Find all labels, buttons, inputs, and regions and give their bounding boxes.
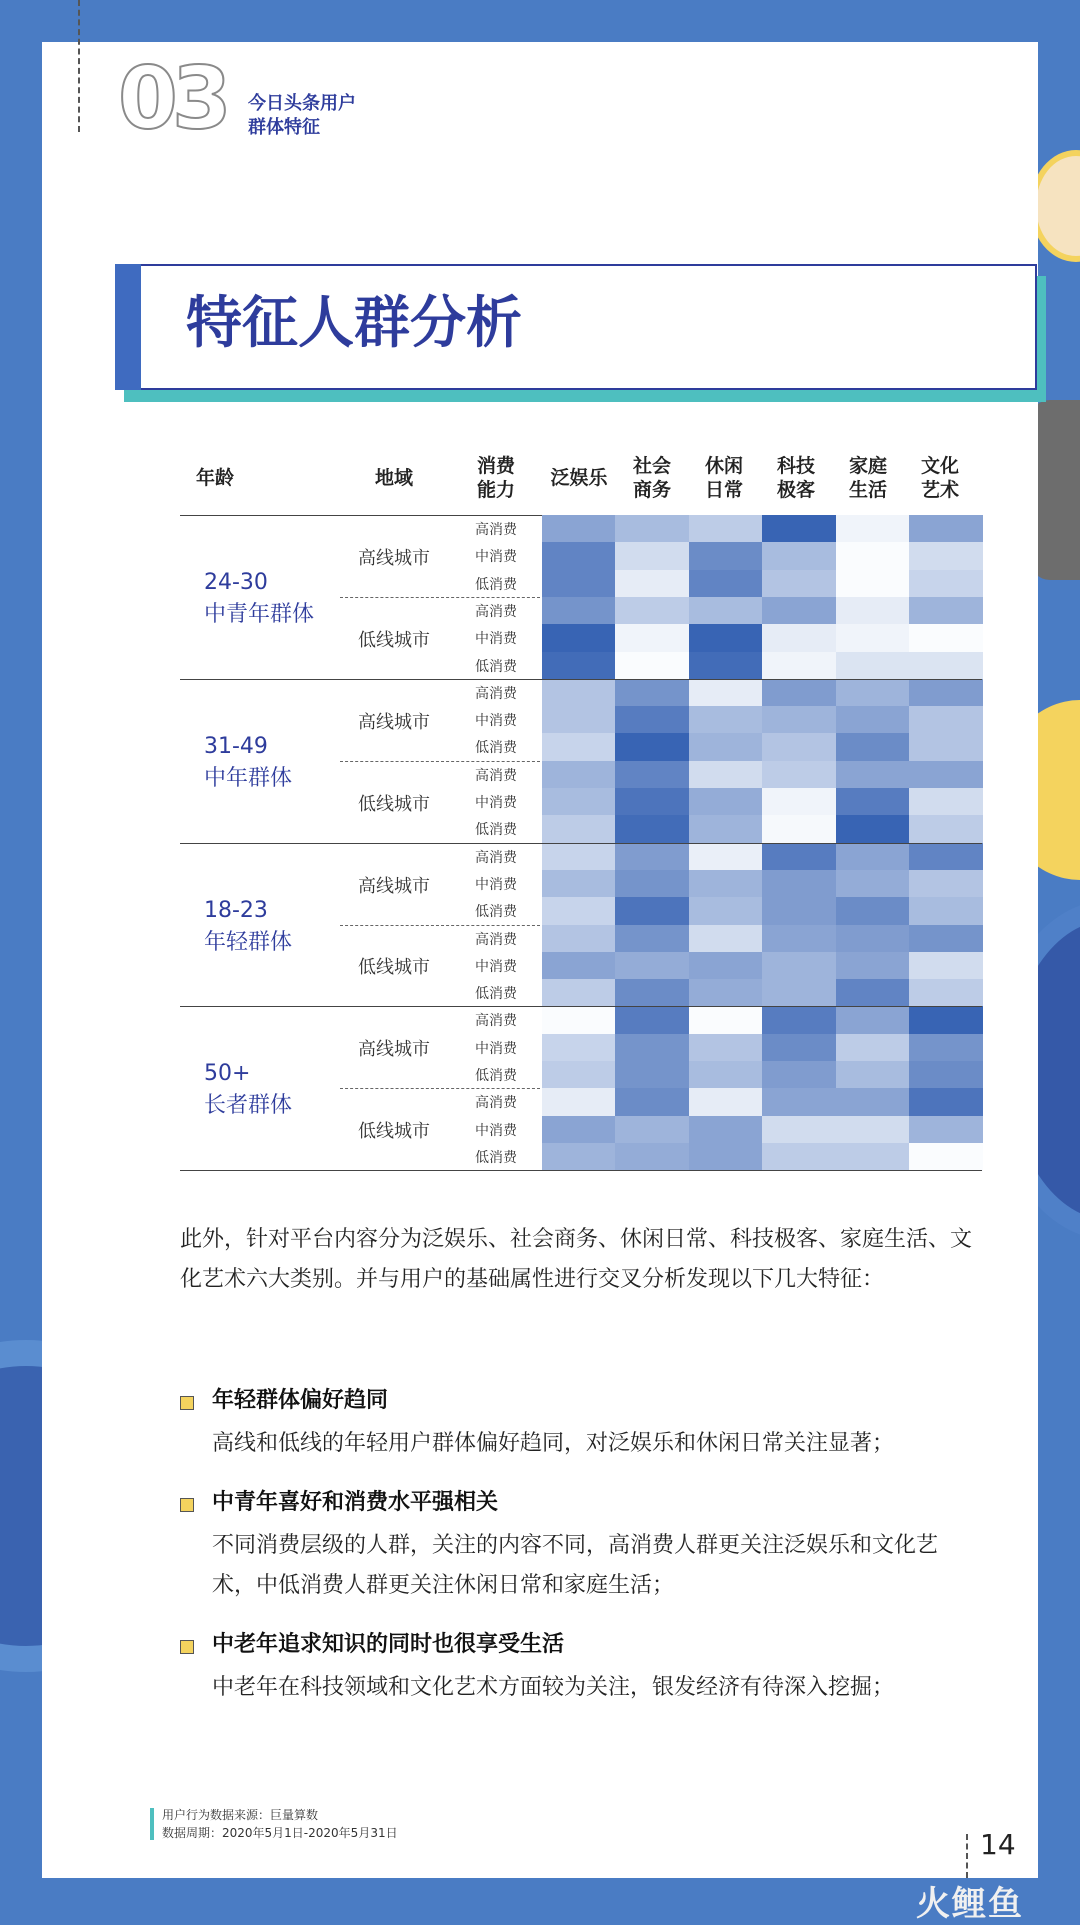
heatmap-cell (909, 952, 983, 980)
heatmap-cell (689, 1088, 763, 1116)
heatmap-cell (762, 652, 836, 680)
bullet-marker-3 (180, 1640, 194, 1654)
header-cat-1-line2: 商务 (632, 479, 671, 501)
heatmap-cell (542, 570, 616, 598)
heatmap-cell (542, 733, 616, 761)
heatmap-cell (689, 733, 763, 761)
age-group-name: 年轻群体 (204, 929, 293, 955)
consumption-level-label: 中消费 (475, 876, 517, 893)
heatmap-cell (615, 870, 689, 898)
heatmap-cell (836, 706, 910, 734)
consumption-level-label: 中消费 (475, 795, 517, 811)
consumption-level-label: 中消费 (475, 958, 517, 975)
header-cat-3-line2: 极客 (776, 479, 815, 501)
consumption-level-label: 低消费 (475, 986, 517, 1003)
heatmap-cell (542, 952, 616, 980)
bullet-text-2: 不同消费层级的人群，关注的内容不同，高消费人群更关注泛娱乐和文化艺术，中低消费人群更关注休闲日常和家庭生活； (212, 1533, 939, 1598)
bullet-text-1: 高线和低线的年轻用户群体偏好趋同，对泛娱乐和休闲日常关注显著； (212, 1431, 895, 1456)
heatmap-cell (689, 515, 763, 543)
heatmap-cell (836, 515, 910, 543)
heatmap-cell (615, 815, 689, 843)
heatmap-cell (542, 706, 616, 734)
heatmap-cell (762, 1088, 836, 1116)
bullet-text-3: 中老年在科技领域和文化艺术方面较为关注，银发经济有待深入挖掘； (212, 1675, 895, 1700)
consumption-level-label: 高消费 (475, 849, 517, 866)
heatmap-cell (909, 1061, 983, 1089)
bullet-title-2: 中青年喜好和消费水平强相关 (212, 1490, 499, 1515)
table-bottom-rule (180, 1170, 982, 1171)
consumption-level-label: 低消费 (475, 576, 517, 593)
header-cat-3-line1: 科技 (776, 455, 815, 477)
heatmap-cell (689, 761, 763, 789)
heatmap-cell (762, 1006, 836, 1034)
group-divider (180, 679, 982, 680)
heatmap-cell (542, 979, 616, 1007)
heatmap-cell (689, 815, 763, 843)
bullet-title-1: 年轻群体偏好趋同 (212, 1388, 389, 1413)
watermark: 火鲤鱼 (916, 1884, 1024, 1924)
section-title-line1: 今日头条用户 (248, 93, 356, 114)
heatmap-cell (762, 1116, 836, 1144)
heatmap-cell (909, 1143, 983, 1171)
heatmap-cell (689, 652, 763, 680)
header-cat-5-line1: 文化 (920, 455, 959, 477)
region-divider (340, 761, 540, 762)
header-region: 地域 (374, 467, 413, 489)
heatmap-cell (909, 925, 983, 953)
age-range: 50+ (204, 1061, 251, 1087)
heatmap-cell (836, 733, 910, 761)
heatmap-cell (836, 1088, 910, 1116)
source-accent-bar (150, 1808, 154, 1840)
heatmap-cell (909, 542, 983, 570)
heatmap-cell (762, 843, 836, 871)
header-cat-5 (904, 454, 976, 502)
header-cat-3 (760, 454, 832, 502)
heatmap-cell (615, 624, 689, 652)
header-cat-4 (832, 454, 904, 502)
header-consumption (470, 454, 522, 502)
heatmap-cell (909, 1116, 983, 1144)
heatmap-cell (542, 1088, 616, 1116)
heatmap-cell (542, 1061, 616, 1089)
heatmap-cell (689, 925, 763, 953)
heatmap-cell (689, 1034, 763, 1062)
page-title: 特征人群分析 (186, 291, 522, 356)
heatmap-cell (615, 952, 689, 980)
heatmap-cell (762, 1143, 836, 1171)
consumption-level-label: 低消费 (475, 1149, 517, 1166)
heatmap-cell (615, 761, 689, 789)
header-cat-4-line1: 家庭 (848, 455, 887, 477)
heatmap-cell (542, 652, 616, 680)
heatmap-cell (836, 788, 910, 816)
heatmap-cell (615, 843, 689, 871)
heatmap-cell (762, 624, 836, 652)
age-range: 24-30 (204, 569, 268, 595)
heatmap-cell (762, 706, 836, 734)
heatmap-cell (615, 1034, 689, 1062)
heatmap-cell (762, 761, 836, 789)
heatmap-cell (836, 925, 910, 953)
heatmap-cell (615, 897, 689, 925)
heatmap-cell (836, 624, 910, 652)
age-range: 31-49 (204, 733, 268, 759)
header-cat-4-line2: 生活 (848, 479, 887, 501)
consumption-level-label: 高消费 (475, 1013, 517, 1030)
heatmap-cell (909, 624, 983, 652)
consumption-level-label: 高消费 (475, 1095, 517, 1112)
heatmap-cell (615, 733, 689, 761)
intro-paragraph: 此外，针对平台内容分为泛娱乐、社会商务、休闲日常、科技极客、家庭生活、文化艺术六大类别。并与用户的基础属性进行交叉分析发现以下几大特征： (180, 1227, 973, 1292)
title-accent-bar (115, 264, 141, 390)
region-label: 低线城市 (358, 957, 430, 979)
heatmap-cell (836, 1006, 910, 1034)
heatmap-cell (615, 1143, 689, 1171)
heatmap-cell (542, 1143, 616, 1171)
heatmap-cell (542, 1116, 616, 1144)
heatmap-cell (542, 870, 616, 898)
heatmap-cell (909, 761, 983, 789)
consumption-level-label: 低消费 (475, 904, 517, 921)
heatmap-cell (762, 515, 836, 543)
heatmap-cell (836, 979, 910, 1007)
age-range: 18-23 (204, 897, 268, 923)
region-divider (340, 925, 540, 926)
consumption-level-label: 中消费 (475, 1122, 517, 1139)
heatmap-cell (836, 815, 910, 843)
consumption-level-label: 高消费 (475, 931, 517, 948)
consumption-level-label: 高消费 (475, 685, 517, 702)
heatmap-cell (689, 952, 763, 980)
heatmap-cell (909, 652, 983, 680)
header-cat-5-line2: 艺术 (920, 479, 959, 501)
heatmap-cell (762, 979, 836, 1007)
heatmap-cell (689, 570, 763, 598)
consumption-level-label: 低消费 (475, 822, 517, 839)
region-label: 低线城市 (358, 1121, 430, 1143)
heatmap-cell (615, 1006, 689, 1034)
heatmap-cell (542, 515, 616, 543)
consumption-level-label: 低消费 (475, 1068, 517, 1084)
heatmap-cell (615, 597, 689, 625)
heatmap-cell (615, 1061, 689, 1089)
period-text: 数据周期：2020年5月1日-2020年5月31日 (162, 1826, 398, 1840)
heatmap-cell (615, 679, 689, 707)
header-cat-1-line1: 社会 (632, 455, 671, 477)
heatmap-cell (762, 788, 836, 816)
age-group-name: 长者群体 (204, 1093, 293, 1119)
heatmap-cell (836, 1034, 910, 1062)
heatmap-cell (689, 1061, 763, 1089)
heatmap-cell (689, 624, 763, 652)
region-divider (340, 597, 540, 598)
header-cat-2 (688, 454, 760, 502)
consumption-level-label: 低消费 (475, 740, 517, 757)
age-group-label (204, 1058, 292, 1122)
region-label: 高线城市 (358, 875, 430, 897)
region-label: 低线城市 (358, 629, 430, 651)
header-cat-2-line1: 休闲 (704, 455, 743, 477)
header-age: 年龄 (196, 467, 235, 489)
heatmap-cell (836, 952, 910, 980)
heatmap-cell (836, 870, 910, 898)
heatmap-cell (762, 815, 836, 843)
heatmap-cell (762, 733, 836, 761)
heatmap-cell (689, 1116, 763, 1144)
heatmap-cell (762, 952, 836, 980)
group-divider (180, 843, 982, 844)
age-group-name: 中青年群体 (204, 601, 315, 627)
heatmap-cell (542, 815, 616, 843)
heatmap-cell (542, 1034, 616, 1062)
heatmap-cell (762, 570, 836, 598)
bullet-marker-2 (180, 1498, 194, 1512)
heatmap-cell (762, 1034, 836, 1062)
heatmap-cell (909, 679, 983, 707)
heatmap-cell (909, 843, 983, 871)
heatmap-cell (836, 897, 910, 925)
heatmap-cell (909, 788, 983, 816)
heatmap-cell (836, 652, 910, 680)
region-label: 低线城市 (358, 793, 430, 815)
heatmap-cell (762, 1061, 836, 1089)
heatmap-cell (909, 733, 983, 761)
heatmap-cell (836, 679, 910, 707)
consumption-level-label: 高消费 (475, 767, 517, 784)
heatmap-cell (542, 679, 616, 707)
heatmap-cell (542, 624, 616, 652)
region-label: 高线城市 (358, 547, 430, 569)
heatmap-cell (689, 897, 763, 925)
heatmap-cell (615, 1116, 689, 1144)
age-group-name: 中年群体 (204, 765, 293, 791)
bullet-marker-1 (180, 1396, 194, 1410)
heatmap-cell (762, 542, 836, 570)
heatmap-cell (542, 897, 616, 925)
heatmap-cell (542, 843, 616, 871)
heatmap-cell (762, 870, 836, 898)
header-cat-1 (616, 454, 688, 502)
consumption-level-label: 中消费 (475, 713, 517, 730)
heatmap-cell (836, 570, 910, 598)
heatmap-cell (836, 843, 910, 871)
heatmap-cell (689, 979, 763, 1007)
bullet-title-3: 中老年追求知识的同时也很享受生活 (212, 1632, 565, 1657)
heatmap-cell (689, 542, 763, 570)
consumption-level-label: 中消费 (475, 549, 517, 566)
age-group-label (204, 567, 314, 631)
heatmap-cell (909, 1034, 983, 1062)
heatmap-cell (836, 1116, 910, 1144)
heatmap-cell (909, 515, 983, 543)
heatmap-cell (909, 897, 983, 925)
consumption-level-label: 中消费 (475, 631, 517, 648)
heatmap-cell (615, 570, 689, 598)
heatmap-cell (762, 679, 836, 707)
heatmap-cell (542, 761, 616, 789)
section-title-line2: 群体特征 (248, 117, 320, 138)
heatmap-cell (836, 761, 910, 789)
header-cat-0: 泛娱乐 (550, 467, 608, 489)
heatmap-cell (615, 652, 689, 680)
heatmap-cell (836, 1143, 910, 1171)
page-number: 14 (980, 1828, 1016, 1861)
heatmap-cell (762, 925, 836, 953)
consumption-level-label: 高消费 (475, 603, 517, 620)
heatmap-cell (689, 597, 763, 625)
age-group-label (204, 731, 292, 795)
heatmap-cell (909, 570, 983, 598)
heatmap-cell (909, 1006, 983, 1034)
heatmap-cell (836, 542, 910, 570)
consumption-level-label: 高消费 (475, 522, 517, 538)
heatmap-cell (689, 1006, 763, 1034)
header-cat-2-line2: 日常 (704, 479, 743, 501)
section-title (248, 92, 356, 140)
heatmap-cell (836, 1061, 910, 1089)
heatmap-cell (909, 1088, 983, 1116)
heatmap-cell (762, 597, 836, 625)
heatmap-cell (542, 542, 616, 570)
heatmap-cell (762, 897, 836, 925)
heatmap-cell (836, 597, 910, 625)
heatmap-cell (909, 815, 983, 843)
heatmap-cell (615, 706, 689, 734)
group-divider (180, 1006, 982, 1007)
heatmap-cell (615, 788, 689, 816)
heatmap-cell (909, 870, 983, 898)
heatmap-cell (615, 515, 689, 543)
region-label: 高线城市 (358, 1039, 430, 1061)
section-number: 03 (118, 49, 226, 149)
heatmap-cell (615, 925, 689, 953)
heatmap-cell (542, 788, 616, 816)
heatmap-cell (615, 1088, 689, 1116)
heatmap-cell (689, 679, 763, 707)
heatmap-cell (689, 788, 763, 816)
heatmap-cell (689, 843, 763, 871)
heatmap-cell (542, 925, 616, 953)
heatmap-cell (909, 706, 983, 734)
header-consumption-line1: 消费 (476, 455, 515, 477)
heatmap-cell (542, 1006, 616, 1034)
heatmap-cell (689, 870, 763, 898)
consumption-level-label: 中消费 (475, 1040, 517, 1057)
page-number-divider (966, 1834, 968, 1878)
heatmap-cell (909, 597, 983, 625)
heatmap-cell (615, 542, 689, 570)
heatmap-cell (689, 1143, 763, 1171)
region-divider (340, 1088, 540, 1089)
heatmap-cell (689, 706, 763, 734)
heatmap-cell (909, 979, 983, 1007)
age-group-label (204, 895, 292, 959)
heatmap-cell (542, 597, 616, 625)
source-text: 用户行为数据来源：巨量算数 (162, 1808, 319, 1822)
top-dashed-line (78, 0, 80, 132)
consumption-level-label: 低消费 (475, 658, 517, 675)
region-label: 高线城市 (358, 711, 430, 733)
header-consumption-line2: 能力 (476, 479, 515, 501)
heatmap-cell (615, 979, 689, 1007)
